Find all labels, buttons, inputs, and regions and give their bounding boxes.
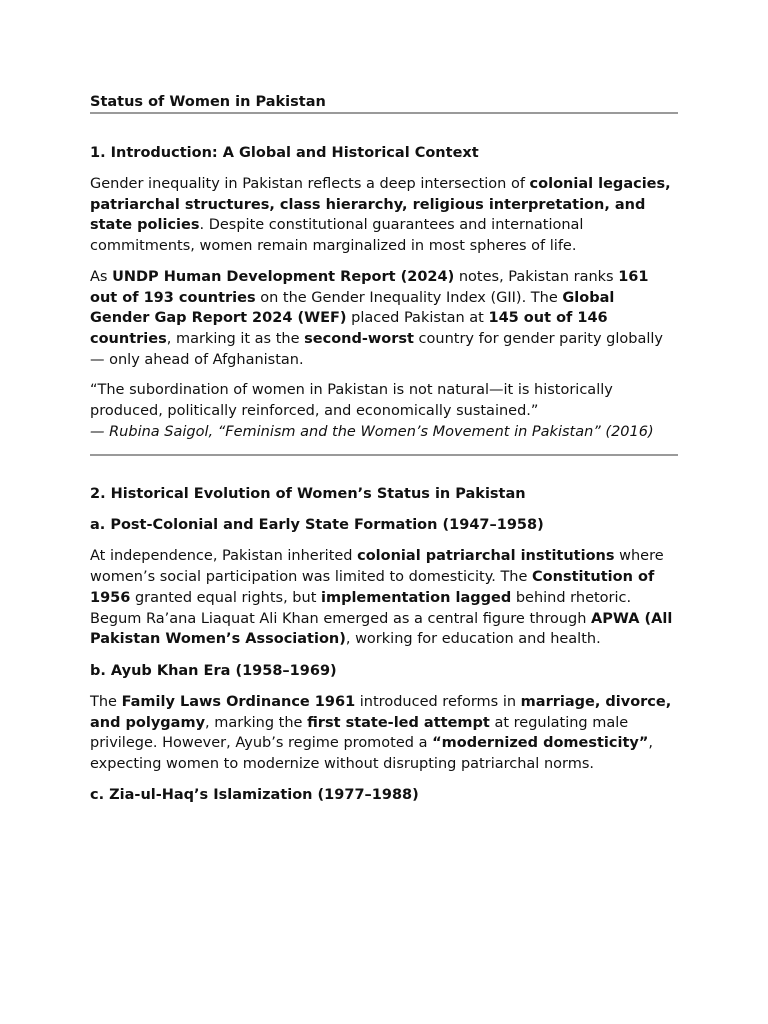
emphasis-text: 145 out of 146 countries (90, 310, 608, 347)
subsection-b-heading: b. Ayub Khan Era (1958–1969) (90, 662, 337, 679)
subsection-a-text-1: At independence, Pakistan inherited colonial patriarchal institutions where women’s social participation was limited to domesticity. The Constitution of 1956 granted equal rights, but implementation lagged behind rhetoric. (90, 548, 664, 606)
section-divider (90, 454, 678, 456)
subsection-b-paragraph: The Family Laws Ordinance 1961 introduced reforms in marriage, divorce, and polygamy, marking the first state-led attempt at regulating male privilege. However, Ayub’s regime promoted a “modernized domesticity”, expecting women to modernize without disrupting patriarchal norms. (90, 693, 672, 773)
emphasis-text: second-worst (304, 330, 414, 347)
subsection-a-paragraph (90, 546, 678, 650)
section-1-paragraph-2: As UNDP Human Development Report (2024) notes, Pakistan ranks 161 out of 193 countries on the Gender Inequality Index (GII). The Global Gender Gap Report 2024 (WEF) placed Pakistan at 145 out of 146 countries, marking it as the second-worst country for gender parity globally — only ahead of Afghanistan. (90, 268, 663, 368)
section-2-heading: 2. Historical Evolution of Women’s Status in Pakistan (90, 486, 526, 503)
subsection-a-heading: a. Post-Colonial and Early State Formation (1947–1958) (90, 517, 544, 534)
subsection-a-text-2: Begum Ra’ana Liaquat Ali Khan emerged as a central figure through APWA (All Pakistan Women’s Association), working for education and health. (90, 610, 673, 648)
emphasis-text: “modernized domesticity” (432, 735, 649, 752)
title-divider (90, 112, 678, 114)
emphasis-text: 161 out of 193 countries (90, 268, 649, 306)
emphasis-text: implementation lagged (321, 589, 512, 606)
emphasis-text: Global Gender Gap Report 2024 (WEF) (90, 289, 615, 327)
document-title: Status of Women in Pakistan (90, 94, 326, 110)
emphasis-text: first state-led attempt (307, 714, 490, 731)
emphasis-text: colonial patriarchal institutions (357, 548, 615, 565)
quote-block (90, 380, 678, 442)
quote-text: “The subordination of women in Pakistan is not natural—it is historically produced, politically reinforced, and economically sustained.” (90, 382, 613, 420)
subsection-c-heading: c. Zia-ul-Haq’s Islamization (1977–1988) (90, 786, 419, 803)
emphasis-text: marriage, divorce, and polygamy (90, 693, 672, 731)
emphasis-text: Constitution of 1956 (90, 569, 655, 606)
quote-attribution: — Rubina Saigol, “Feminism and the Women’s Movement in Pakistan” (2016) (90, 423, 654, 440)
emphasis-text: APWA (All Pakistan Women’s Association) (90, 610, 673, 648)
section-1-heading: 1. Introduction: A Global and Historical Context (90, 145, 479, 161)
emphasis-text: colonial legacies, patriarchal structures, class hierarchy, religious interpretation, and state policies (90, 176, 671, 234)
emphasis-text: Family Laws Ordinance 1961 (121, 693, 356, 710)
emphasis-text: UNDP Human Development Report (2024) (112, 268, 455, 285)
section-1-paragraph-1: Gender inequality in Pakistan reflects a deep intersection of colonial legacies, patriarchal structures, class hierarchy, religious interpretation, and state policies. Despite constitutional guarantees and international commitments, women remain marginalized in most spheres of life. (90, 176, 671, 255)
